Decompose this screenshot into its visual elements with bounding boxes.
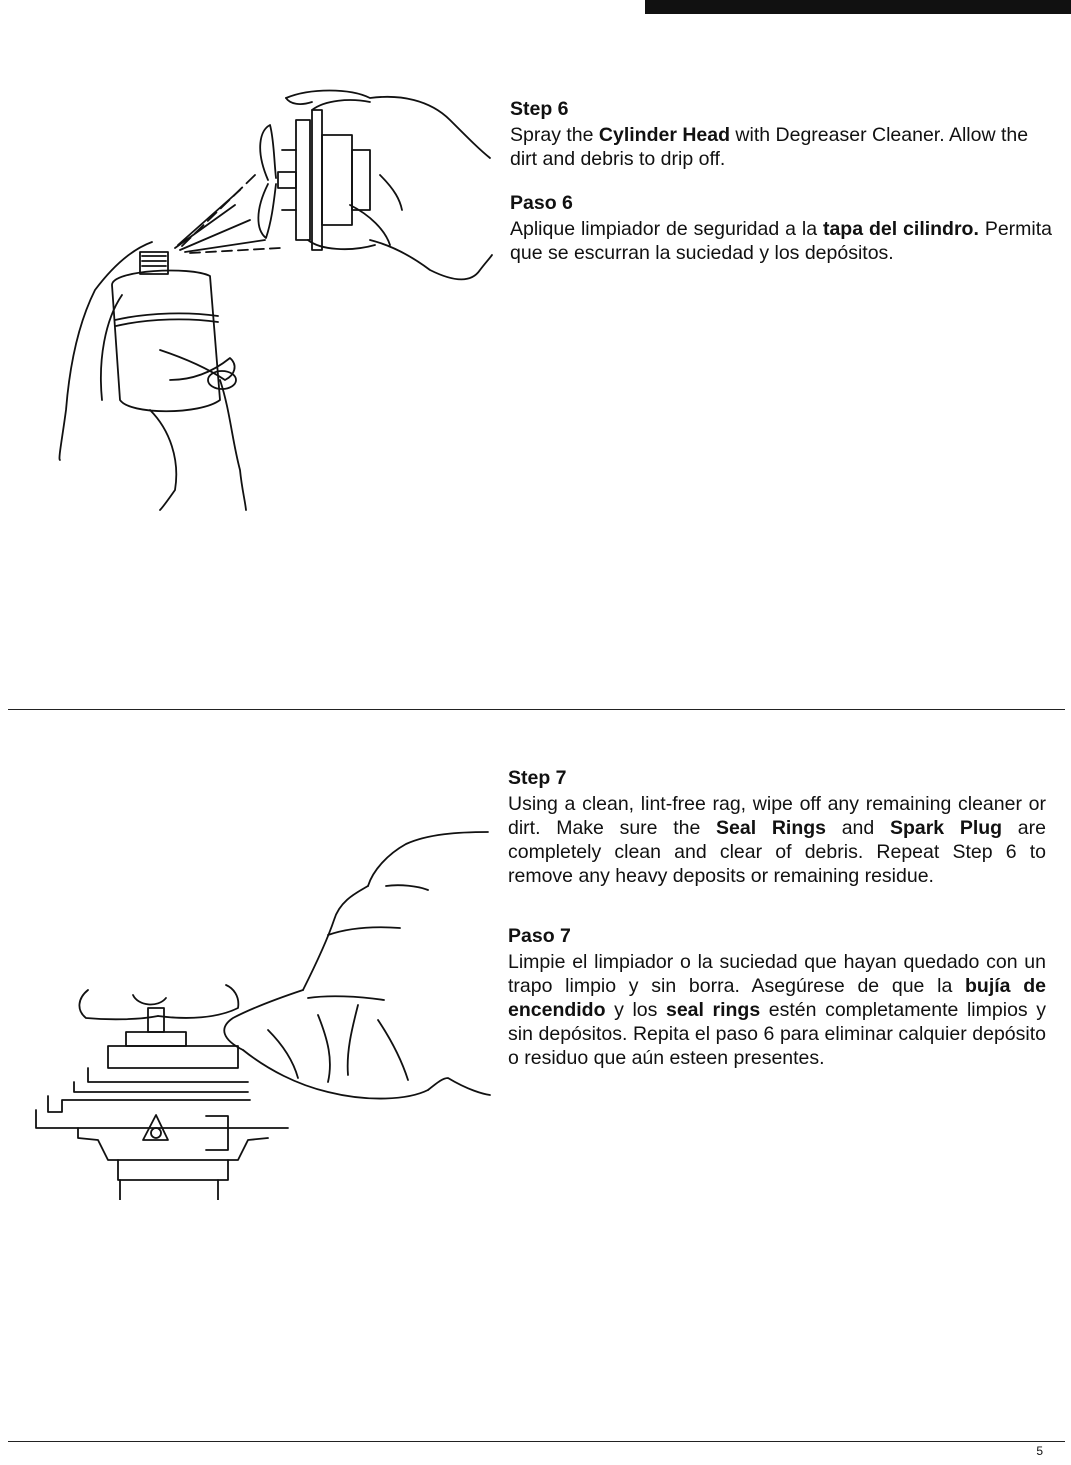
seal-rings-term: Seal Rings bbox=[716, 817, 827, 839]
footer-divider bbox=[8, 1441, 1065, 1442]
header-bar bbox=[645, 0, 1071, 14]
paso6-heading: Paso 6 bbox=[510, 192, 573, 214]
section-divider bbox=[8, 709, 1065, 710]
paso7-heading: Paso 7 bbox=[508, 925, 571, 947]
paso7-instruction: Limpie el limpiador o la suciedad que hayan quedado con un trapo limpio y sin borra. Asegúrese de que la bujía de encendido y los seal rings estén completamente limpios y sin depósitos. Repita el paso 6 para eliminar calquier depósito o residuo que aún esteen presentes. bbox=[508, 951, 1046, 1069]
page-number: 5 bbox=[1036, 1444, 1043, 1458]
step6-text bbox=[510, 97, 1052, 265]
paso6-instruction: Aplique limpiador de seguridad a la tapa del cilindro. Permita que se escurran la suciedad y los depósitos. bbox=[510, 218, 1052, 264]
step7-text bbox=[508, 766, 1046, 1070]
step6-instruction: Spray the Cylinder Head with Degreaser Cleaner. Allow the dirt and debris to drip off. bbox=[510, 124, 1029, 170]
step7-heading: Step 7 bbox=[508, 767, 567, 789]
tapa-del-cilindro-term: tapa del cilindro. bbox=[822, 218, 979, 240]
seal-rings-es-term: seal rings bbox=[665, 999, 761, 1021]
wipe-cylinder-head-illustration bbox=[28, 820, 498, 1200]
cylinder-head-term: Cylinder Head bbox=[598, 124, 731, 146]
bujia-de-encendido-term: bujía de encendido bbox=[508, 975, 1046, 1021]
step6-heading: Step 6 bbox=[510, 98, 569, 120]
spray-cylinder-head-illustration bbox=[50, 80, 500, 520]
spark-plug-term: Spark Plug bbox=[889, 817, 1003, 839]
step7-instruction: Using a clean, lint-free rag, wipe off any remaining cleaner or dirt. Make sure the Seal Rings and Spark Plug are completely clean and clear of debris. Repeat Step 6 to remove any heavy deposits or remaining residue. bbox=[508, 793, 1046, 887]
